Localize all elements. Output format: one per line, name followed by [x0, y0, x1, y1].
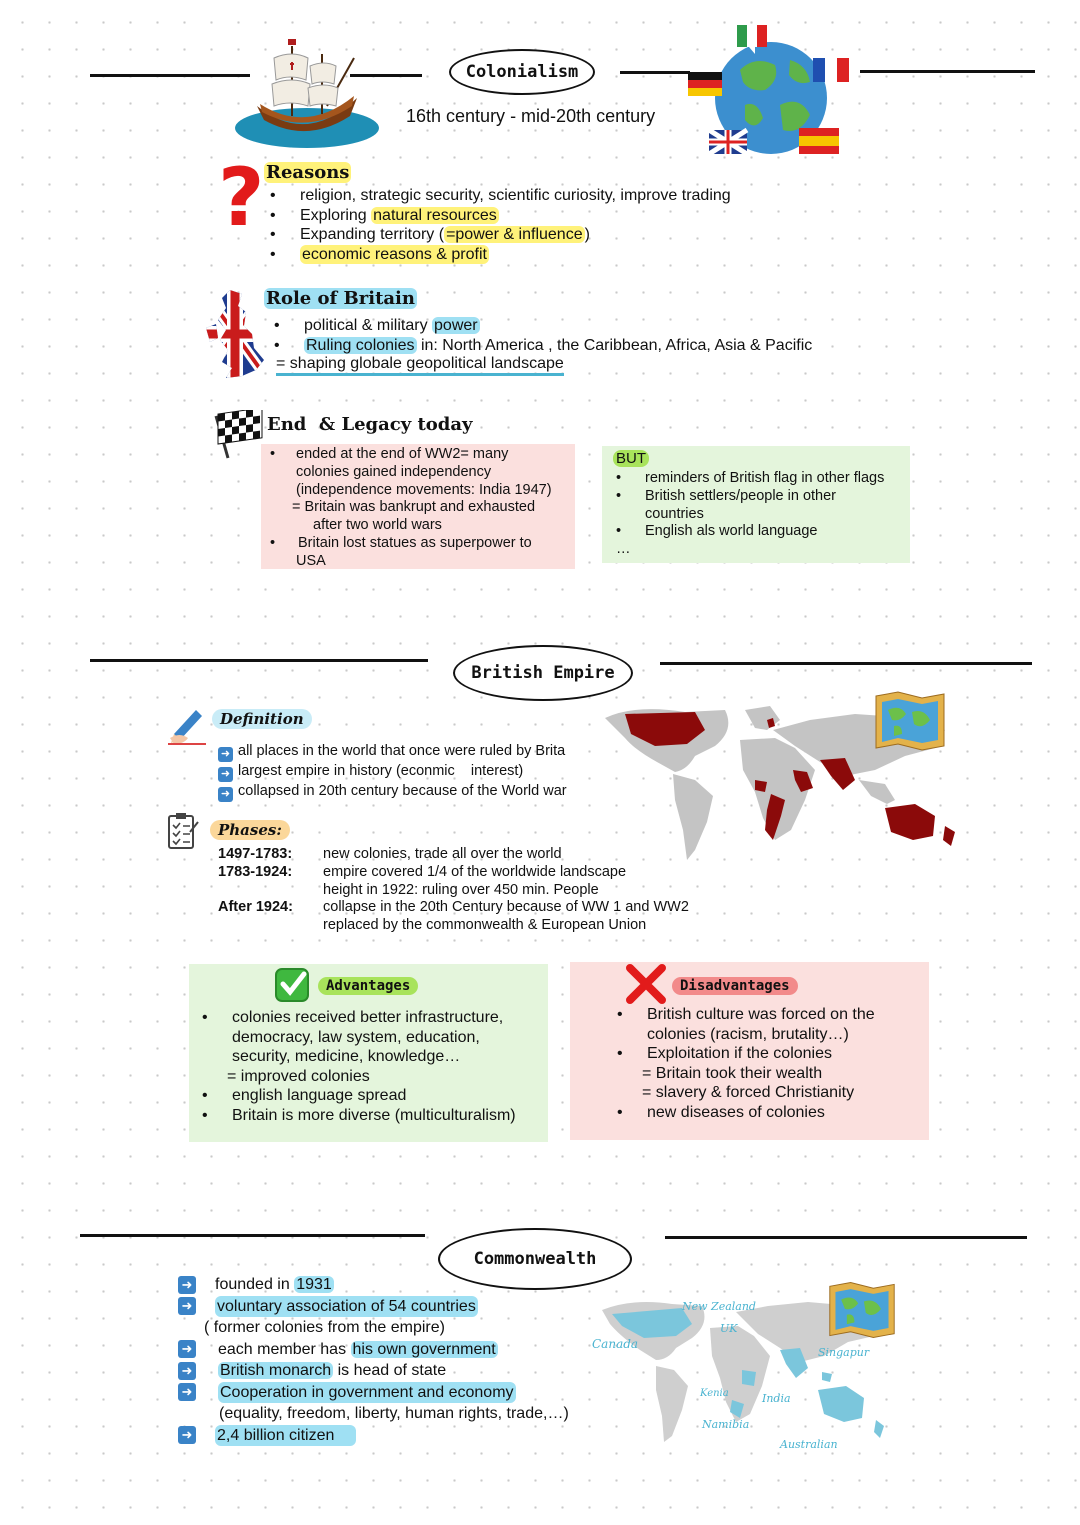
commonwealth-text: British monarch is head of state — [220, 1362, 447, 1379]
definition-label-text: Definition — [212, 709, 312, 729]
question-mark-icon: ? — [218, 151, 265, 244]
list-item — [218, 762, 576, 782]
list-item: • Ruling colonies in: North America , the Caribbean, Africa, Asia & Pacific — [274, 336, 813, 354]
globe-with-flags-icon — [685, 20, 855, 160]
disadvantages-list — [617, 1005, 875, 1122]
reasons-heading — [264, 162, 351, 183]
map-label: Australian — [780, 1438, 838, 1451]
divider-line — [665, 1236, 1027, 1239]
legacy-text: countries — [645, 505, 704, 522]
end-text: ended at the end of WW2= many — [296, 446, 509, 462]
arrow-right-icon: ➜ — [178, 1276, 196, 1294]
but-label-text: BUT — [613, 450, 649, 467]
arrow-right-icon: ➜ — [178, 1426, 196, 1444]
reasons-heading-text: Reasons — [266, 162, 350, 183]
commonwealth-text: Cooperation in government and economy — [218, 1382, 516, 1404]
list-item — [218, 782, 576, 802]
role-heading-text: Role of Britain — [266, 288, 415, 309]
uk-flag — [709, 130, 747, 154]
definition-label — [212, 710, 312, 729]
list-item: • Expanding territory ( =power & influence ) — [270, 226, 590, 243]
divider-line — [90, 74, 250, 77]
legacy-text: English als world language — [645, 523, 818, 540]
clipboard-checklist-icon — [166, 812, 200, 850]
list-item: • new diseases of colonies — [617, 1103, 825, 1121]
phase-row — [218, 864, 689, 900]
list-item: • Exploring natural resources — [270, 206, 497, 224]
list-item: • economic reasons & profit — [270, 245, 487, 263]
map-label: New Zealand — [682, 1300, 756, 1313]
advantage-text: = improved colonies — [227, 1067, 370, 1085]
divider-line — [90, 659, 428, 662]
commonwealth-list — [178, 1274, 569, 1446]
phases-list — [218, 846, 689, 935]
list-item — [178, 1339, 569, 1361]
commonwealth-text: voluntary association of 54 countries — [215, 1296, 478, 1318]
list-item: • ended at the end of WW2= many — [270, 446, 509, 462]
arrow-right-icon: ➜ — [178, 1383, 196, 1401]
divider-line — [80, 1234, 425, 1237]
map-label: Namibia — [702, 1418, 750, 1431]
disadvantage-text: = slavery & forced Christianity — [642, 1084, 855, 1101]
list-item: • Exploitation if the colonies — [617, 1045, 832, 1062]
end-text: after two world wars — [313, 517, 442, 534]
end-text: colonies gained independency — [296, 463, 492, 480]
list-item: • reminders of British flag in other flags — [616, 470, 885, 486]
role-list — [274, 316, 874, 355]
end-text: = Britain was bankrupt and exhausted — [292, 499, 536, 516]
divider-line — [620, 71, 690, 74]
phase-period: After 1924: — [218, 899, 293, 916]
advantage-text: colonies received better infrastructure, — [232, 1009, 504, 1026]
disadvantage-text: colonies (racism, brutality…) — [647, 1025, 849, 1043]
list-item: • colonies received better infrastructure, — [202, 1009, 504, 1026]
checkered-flag-icon — [210, 410, 264, 460]
map-label: UK — [720, 1322, 738, 1335]
divider-line — [860, 70, 1035, 73]
role-text: political & military power — [304, 317, 478, 334]
list-item: • Britain lost statues as superpower to — [270, 534, 532, 551]
role-heading — [264, 288, 417, 309]
phase-row — [218, 846, 689, 864]
writing-hand-icon — [166, 704, 208, 746]
list-item — [178, 1360, 569, 1382]
phase-text: empire covered 1/4 of the worldwide landscape — [323, 863, 627, 880]
disadvantage-text: British culture was forced on the — [647, 1006, 875, 1023]
definition-text: collapsed in 20th century because of the World war — [238, 783, 567, 799]
phase-period: 1783-1924: — [218, 863, 293, 880]
map-label: India — [762, 1392, 791, 1405]
reason-text: Exploring natural resources — [300, 206, 497, 224]
definition-text: all places in the world that once were ruled by Brita — [238, 743, 566, 759]
end-text: USA — [296, 552, 326, 569]
spain-flag — [799, 128, 839, 154]
advantage-text: Britain is more diverse (multiculturalism) — [232, 1106, 516, 1124]
list-item: • Britain is more diverse (multiculturalism) — [202, 1106, 516, 1124]
uk-map-flag-icon — [202, 288, 268, 380]
end-text: (independence movements: India 1947) — [296, 481, 552, 498]
commonwealth-title-text: Commonwealth — [473, 1249, 597, 1269]
advantage-text: democracy, law system, education, — [232, 1028, 480, 1046]
but-list — [616, 470, 884, 559]
reason-text: economic reasons & profit — [302, 245, 487, 263]
advantages-label-text: Advantages — [318, 977, 418, 995]
commonwealth-text: ( former colonies from the empire) — [204, 1319, 445, 1336]
british-empire-title — [453, 645, 633, 701]
commonwealth-text: 2,4 billion citizen — [215, 1425, 356, 1447]
map-label: Kenia — [700, 1388, 729, 1399]
colonialism-title — [449, 49, 595, 95]
but-label — [613, 450, 649, 467]
germany-flag — [688, 72, 722, 96]
arrow-right-icon: ➜ — [218, 767, 233, 782]
legacy-text: British settlers/people in other — [645, 487, 837, 504]
role-summary-text: = shaping globale geopolitical landscape — [276, 355, 564, 376]
advantage-text: security, medicine, knowledge… — [232, 1048, 461, 1065]
role-summary — [276, 355, 564, 373]
list-item — [178, 1382, 569, 1404]
advantages-list — [202, 1008, 516, 1125]
disadvantages-label-text: Disadvantages — [672, 977, 798, 995]
phases-label-text: Phases: — [210, 820, 290, 840]
phase-row — [218, 899, 689, 935]
commonwealth-text: each member has his own government — [218, 1340, 496, 1358]
reasons-list — [270, 186, 870, 264]
list-item: • British culture was forced on the — [617, 1006, 875, 1023]
disadvantages-label — [672, 977, 798, 995]
phase-text: height in 1922: ruling over 450 min. People — [323, 881, 599, 898]
ship-icon — [232, 36, 382, 151]
reason-text: religion, strategic security, scientific curiosity, improve trading — [300, 187, 731, 204]
disadvantage-text: new diseases of colonies — [647, 1103, 825, 1121]
arrow-right-icon: ➜ — [178, 1362, 196, 1380]
legacy-text: … — [616, 541, 631, 558]
folded-map-icon — [826, 1280, 898, 1340]
role-text: Ruling colonies in: North America , the Caribbean, Africa, Asia & Pacific — [306, 336, 813, 354]
list-item — [178, 1274, 569, 1296]
colonialism-period: 16th century - mid-20th century — [406, 106, 656, 126]
disadvantage-text: = Britain took their wealth — [642, 1064, 823, 1082]
disadvantage-text: Exploitation if the colonies — [647, 1045, 832, 1062]
map-label: Singapur — [818, 1346, 870, 1359]
british-empire-title-text: British Empire — [471, 663, 615, 683]
legacy-text: reminders of British flag in other flags — [645, 470, 885, 486]
end-text: Britain lost statues as superpower to — [298, 534, 532, 551]
commonwealth-text: (equality, freedom, liberty, human rights, trade,…) — [219, 1405, 569, 1422]
france-flag — [813, 58, 849, 82]
list-item — [218, 742, 576, 762]
list-item: • religion, strategic security, scientific curiosity, improve trading — [270, 187, 731, 204]
divider-line — [660, 662, 1032, 665]
folded-map-icon — [872, 690, 948, 752]
arrow-right-icon: ➜ — [178, 1340, 196, 1358]
arrow-right-icon: ➜ — [218, 787, 233, 802]
advantage-text: english language spread — [232, 1087, 407, 1104]
list-item: • English als world language — [616, 523, 818, 540]
colonialism-title-text: Colonialism — [465, 62, 579, 82]
list-item — [178, 1425, 569, 1447]
phase-text: replaced by the commonwealth & European Union — [323, 917, 647, 934]
reason-text: Expanding territory ( =power & influence ) — [300, 226, 590, 243]
phase-period: 1497-1783: — [218, 846, 293, 862]
list-item — [178, 1296, 569, 1318]
definition-text: largest empire in history (econmic interest) — [238, 763, 524, 779]
map-label: Canada — [592, 1337, 639, 1351]
checkmark-icon — [274, 965, 312, 1003]
list-item: • political & military power — [274, 317, 478, 334]
phase-text: collapse in the 20th Century because of WW 1 and WW2 — [323, 899, 689, 916]
commonwealth-text: founded in 1931 — [215, 1276, 332, 1293]
phase-text: new colonies, trade all over the world — [323, 846, 562, 862]
list-item: • British settlers/people in other — [616, 487, 837, 504]
phases-label — [210, 821, 290, 840]
advantages-label — [318, 977, 418, 995]
end-list — [270, 446, 552, 571]
arrow-right-icon: ➜ — [178, 1297, 196, 1315]
list-item: • english language spread — [202, 1087, 407, 1104]
red-cross-icon — [624, 962, 668, 1006]
arrow-right-icon: ➜ — [218, 747, 233, 762]
end-heading: End & Legacy today — [267, 414, 473, 435]
definition-list — [218, 742, 576, 802]
